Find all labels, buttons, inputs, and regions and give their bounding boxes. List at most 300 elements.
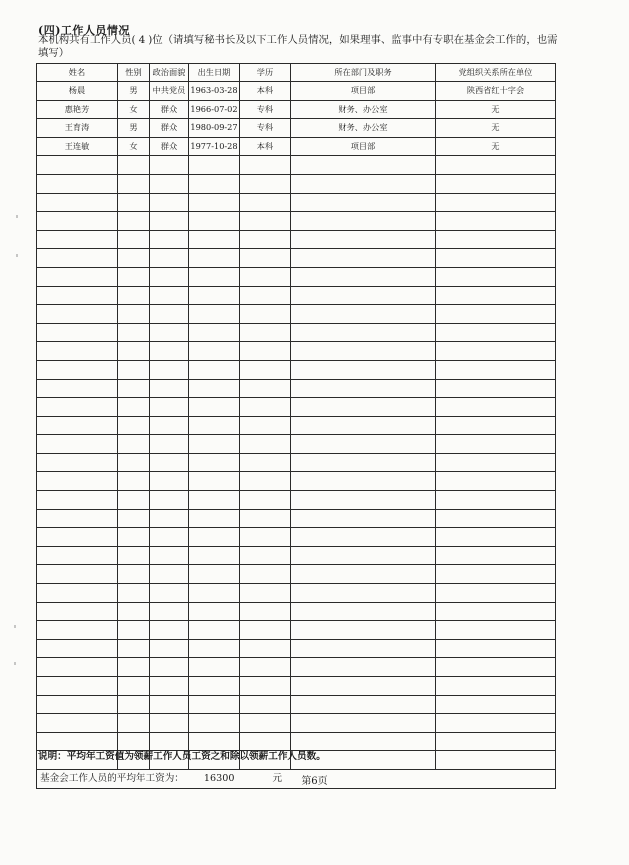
cell-education	[240, 360, 291, 379]
cell-political-status	[150, 639, 189, 658]
cell-name	[37, 230, 118, 249]
cell-name	[37, 212, 118, 231]
cell-name	[37, 491, 118, 510]
cell-department-position	[291, 360, 436, 379]
cell-gender	[118, 528, 150, 547]
cell-party-unit	[436, 658, 556, 677]
cell-department-position	[291, 621, 436, 640]
cell-birth-date	[189, 528, 240, 547]
cell-birth-date	[189, 602, 240, 621]
cell-party-unit	[436, 230, 556, 249]
table-row	[37, 416, 556, 435]
table-row	[37, 193, 556, 212]
cell-political-status	[150, 323, 189, 342]
cell-political-status	[150, 267, 189, 286]
cell-gender	[118, 193, 150, 212]
cell-education	[240, 565, 291, 584]
cell-party-unit	[436, 732, 556, 751]
table-row	[37, 82, 556, 101]
cell-party-unit	[436, 286, 556, 305]
cell-birth-date	[189, 360, 240, 379]
cell-party-unit	[436, 212, 556, 231]
cell-birth-date	[189, 695, 240, 714]
cell-name	[37, 602, 118, 621]
cell-party-unit	[436, 323, 556, 342]
table-row	[37, 249, 556, 268]
cell-party-unit	[436, 360, 556, 379]
cell-party-unit	[436, 602, 556, 621]
cell-political-status: 群众	[150, 119, 189, 138]
cell-birth-date	[189, 472, 240, 491]
intro-before: 本机构共有工作人员(	[38, 34, 136, 46]
scan-speck	[14, 625, 16, 628]
cell-gender	[118, 305, 150, 324]
intro-paragraph	[38, 34, 558, 60]
cell-birth-date: 1980-09-27	[189, 119, 240, 138]
section-title: (四)工作人员情况	[38, 24, 130, 37]
cell-education	[240, 435, 291, 454]
cell-department-position	[291, 714, 436, 733]
cell-name	[37, 379, 118, 398]
cell-political-status	[150, 305, 189, 324]
cell-gender	[118, 565, 150, 584]
cell-birth-date	[189, 435, 240, 454]
cell-party-unit	[436, 528, 556, 547]
cell-political-status	[150, 398, 189, 417]
cell-education	[240, 267, 291, 286]
cell-birth-date	[189, 323, 240, 342]
cell-department-position	[291, 342, 436, 361]
cell-education	[240, 453, 291, 472]
cell-birth-date	[189, 156, 240, 175]
cell-education: 专科	[240, 119, 291, 138]
cell-education	[240, 323, 291, 342]
cell-gender	[118, 472, 150, 491]
cell-education	[240, 621, 291, 640]
table-row	[37, 639, 556, 658]
cell-education	[240, 379, 291, 398]
table-row	[37, 360, 556, 379]
cell-political-status: 群众	[150, 100, 189, 119]
cell-political-status	[150, 714, 189, 733]
cell-gender	[118, 416, 150, 435]
cell-department-position	[291, 416, 436, 435]
cell-birth-date	[189, 416, 240, 435]
cell-birth-date	[189, 584, 240, 603]
table-row	[37, 119, 556, 138]
cell-gender	[118, 639, 150, 658]
scan-speck	[16, 254, 18, 257]
cell-name	[37, 584, 118, 603]
cell-political-status	[150, 416, 189, 435]
cell-birth-date: 1977-10-28	[189, 137, 240, 156]
cell-name	[37, 174, 118, 193]
cell-education	[240, 286, 291, 305]
cell-education	[240, 416, 291, 435]
table-row	[37, 565, 556, 584]
cell-party-unit	[436, 305, 556, 324]
cell-birth-date	[189, 249, 240, 268]
page-number: 第6页	[301, 776, 328, 787]
table-row	[37, 398, 556, 417]
cell-party-unit	[436, 379, 556, 398]
cell-party-unit	[436, 193, 556, 212]
cell-department-position	[291, 528, 436, 547]
cell-political-status	[150, 546, 189, 565]
staff-count: 4	[138, 34, 146, 46]
cell-party-unit	[436, 565, 556, 584]
cell-department-position	[291, 658, 436, 677]
cell-birth-date	[189, 193, 240, 212]
cell-birth-date	[189, 621, 240, 640]
table-row	[37, 305, 556, 324]
cell-education	[240, 230, 291, 249]
cell-gender: 女	[118, 137, 150, 156]
cell-party-unit	[436, 695, 556, 714]
cell-birth-date	[189, 509, 240, 528]
cell-birth-date	[189, 565, 240, 584]
cell-name	[37, 342, 118, 361]
cell-gender	[118, 435, 150, 454]
cell-education	[240, 528, 291, 547]
cell-political-status	[150, 360, 189, 379]
cell-gender: 男	[118, 119, 150, 138]
cell-political-status	[150, 342, 189, 361]
cell-department-position	[291, 267, 436, 286]
cell-department-position: 项目部	[291, 137, 436, 156]
cell-political-status	[150, 156, 189, 175]
cell-gender	[118, 602, 150, 621]
cell-political-status	[150, 602, 189, 621]
scan-speck	[16, 215, 18, 218]
table-row	[37, 174, 556, 193]
cell-birth-date	[189, 230, 240, 249]
cell-party-unit	[436, 491, 556, 510]
cell-department-position	[291, 212, 436, 231]
cell-education	[240, 584, 291, 603]
cell-department-position	[291, 509, 436, 528]
cell-gender	[118, 621, 150, 640]
cell-party-unit: 陕西省红十字会	[436, 82, 556, 101]
table-row	[37, 323, 556, 342]
cell-party-unit	[436, 453, 556, 472]
cell-name	[37, 156, 118, 175]
table-row	[37, 453, 556, 472]
table-row	[37, 286, 556, 305]
cell-education	[240, 602, 291, 621]
cell-party-unit	[436, 751, 556, 770]
table-row	[37, 100, 556, 119]
cell-party-unit	[436, 584, 556, 603]
cell-department-position	[291, 323, 436, 342]
cell-education	[240, 193, 291, 212]
cell-education	[240, 491, 291, 510]
cell-education: 本科	[240, 137, 291, 156]
cell-party-unit	[436, 639, 556, 658]
cell-gender	[118, 342, 150, 361]
cell-education	[240, 677, 291, 696]
cell-gender	[118, 267, 150, 286]
cell-birth-date	[189, 546, 240, 565]
salary-amount: 16300	[203, 773, 235, 785]
cell-political-status: 中共党员	[150, 82, 189, 101]
cell-political-status	[150, 677, 189, 696]
cell-department-position	[291, 249, 436, 268]
cell-political-status	[150, 286, 189, 305]
cell-political-status	[150, 509, 189, 528]
cell-name: 王育涛	[37, 119, 118, 138]
cell-gender	[118, 249, 150, 268]
header-department-position: 所在部门及职务	[291, 64, 436, 82]
cell-birth-date	[189, 714, 240, 733]
cell-political-status	[150, 491, 189, 510]
table-row	[37, 435, 556, 454]
cell-name	[37, 286, 118, 305]
cell-political-status	[150, 621, 189, 640]
table-row	[37, 714, 556, 733]
cell-birth-date	[189, 453, 240, 472]
table-row	[37, 212, 556, 231]
cell-birth-date	[189, 379, 240, 398]
cell-political-status	[150, 528, 189, 547]
cell-name	[37, 360, 118, 379]
cell-department-position	[291, 193, 436, 212]
cell-party-unit	[436, 546, 556, 565]
intro-after: )位（请填写秘书长及以下工作人员情况，如果理事、监事中有专职在基金会工作的，也需填写）	[38, 34, 558, 59]
cell-department-position	[291, 695, 436, 714]
cell-party-unit	[436, 342, 556, 361]
cell-birth-date	[189, 212, 240, 231]
cell-name	[37, 249, 118, 268]
cell-department-position	[291, 305, 436, 324]
table-row	[37, 491, 556, 510]
table-row	[37, 621, 556, 640]
cell-political-status	[150, 584, 189, 603]
cell-party-unit: 无	[436, 137, 556, 156]
table-row	[37, 509, 556, 528]
cell-education: 本科	[240, 82, 291, 101]
cell-department-position: 项目部	[291, 82, 436, 101]
cell-birth-date	[189, 267, 240, 286]
cell-gender	[118, 491, 150, 510]
header-education: 学历	[240, 64, 291, 82]
cell-education	[240, 305, 291, 324]
cell-name	[37, 305, 118, 324]
cell-gender: 男	[118, 82, 150, 101]
cell-name: 杨晨	[37, 82, 118, 101]
cell-department-position	[291, 453, 436, 472]
cell-name	[37, 714, 118, 733]
cell-education	[240, 342, 291, 361]
cell-gender	[118, 509, 150, 528]
table-row	[37, 546, 556, 565]
salary-label: 基金会工作人员的平均年工资为：	[40, 773, 184, 785]
cell-name	[37, 435, 118, 454]
cell-name	[37, 398, 118, 417]
cell-department-position: 财务、办公室	[291, 100, 436, 119]
cell-party-unit: 无	[436, 119, 556, 138]
cell-party-unit	[436, 249, 556, 268]
cell-birth-date	[189, 174, 240, 193]
cell-name	[37, 621, 118, 640]
cell-name: 王连敏	[37, 137, 118, 156]
cell-department-position: 财务、办公室	[291, 119, 436, 138]
table-row	[37, 342, 556, 361]
cell-department-position	[291, 546, 436, 565]
header-gender: 性别	[118, 64, 150, 82]
table-row	[37, 602, 556, 621]
cell-party-unit	[436, 677, 556, 696]
cell-birth-date	[189, 639, 240, 658]
cell-gender	[118, 286, 150, 305]
cell-gender	[118, 453, 150, 472]
cell-political-status	[150, 658, 189, 677]
cell-political-status	[150, 230, 189, 249]
table-row	[37, 658, 556, 677]
cell-name	[37, 509, 118, 528]
table-row	[37, 137, 556, 156]
cell-birth-date	[189, 286, 240, 305]
table-header-row	[37, 64, 556, 82]
scan-speck	[14, 662, 16, 665]
cell-party-unit	[436, 714, 556, 733]
cell-political-status	[150, 249, 189, 268]
cell-name	[37, 267, 118, 286]
cell-gender	[118, 379, 150, 398]
header-name: 姓名	[37, 64, 118, 82]
cell-department-position	[291, 565, 436, 584]
table-row	[37, 472, 556, 491]
cell-department-position	[291, 491, 436, 510]
cell-political-status	[150, 174, 189, 193]
cell-department-position	[291, 156, 436, 175]
cell-political-status	[150, 193, 189, 212]
cell-gender	[118, 230, 150, 249]
cell-political-status	[150, 379, 189, 398]
cell-education	[240, 156, 291, 175]
cell-birth-date: 1963-03-28	[189, 82, 240, 101]
explanation-note: 说明：平均年工资值为领薪工作人员工资之和除以领薪工作人员数。	[38, 751, 326, 762]
header-party-unit: 党组织关系所在单位	[436, 64, 556, 82]
cell-gender: 女	[118, 100, 150, 119]
cell-gender	[118, 323, 150, 342]
cell-department-position	[291, 677, 436, 696]
cell-gender	[118, 658, 150, 677]
cell-political-status	[150, 695, 189, 714]
table-row	[37, 584, 556, 603]
staff-table	[36, 63, 556, 789]
cell-department-position	[291, 230, 436, 249]
cell-political-status	[150, 453, 189, 472]
cell-political-status	[150, 472, 189, 491]
cell-gender	[118, 156, 150, 175]
cell-education: 专科	[240, 100, 291, 119]
cell-name	[37, 658, 118, 677]
cell-department-position	[291, 602, 436, 621]
cell-political-status: 群众	[150, 137, 189, 156]
cell-education	[240, 639, 291, 658]
cell-department-position	[291, 472, 436, 491]
cell-gender	[118, 174, 150, 193]
cell-party-unit	[436, 156, 556, 175]
cell-education	[240, 509, 291, 528]
table-row	[37, 230, 556, 249]
cell-education	[240, 695, 291, 714]
cell-political-status	[150, 212, 189, 231]
cell-department-position	[291, 379, 436, 398]
cell-name	[37, 695, 118, 714]
cell-political-status	[150, 565, 189, 584]
table-row	[37, 379, 556, 398]
cell-name	[37, 546, 118, 565]
cell-gender	[118, 695, 150, 714]
cell-party-unit	[436, 509, 556, 528]
cell-name: 惠艳芳	[37, 100, 118, 119]
cell-department-position	[291, 584, 436, 603]
cell-gender	[118, 714, 150, 733]
cell-department-position	[291, 639, 436, 658]
cell-party-unit	[436, 174, 556, 193]
cell-party-unit	[436, 472, 556, 491]
cell-party-unit	[436, 267, 556, 286]
staff-table-body	[37, 64, 556, 770]
cell-department-position	[291, 398, 436, 417]
cell-gender	[118, 546, 150, 565]
table-row	[37, 695, 556, 714]
cell-name	[37, 639, 118, 658]
cell-education	[240, 249, 291, 268]
cell-name	[37, 323, 118, 342]
cell-party-unit: 无	[436, 100, 556, 119]
cell-education	[240, 398, 291, 417]
cell-education	[240, 546, 291, 565]
cell-education	[240, 212, 291, 231]
cell-party-unit	[436, 398, 556, 417]
cell-party-unit	[436, 621, 556, 640]
cell-birth-date	[189, 398, 240, 417]
cell-birth-date	[189, 677, 240, 696]
cell-birth-date	[189, 342, 240, 361]
cell-birth-date	[189, 491, 240, 510]
table-row	[37, 156, 556, 175]
cell-name	[37, 416, 118, 435]
cell-department-position	[291, 174, 436, 193]
header-political-status: 政治面貌	[150, 64, 189, 82]
header-birth-date: 出生日期	[189, 64, 240, 82]
cell-name	[37, 528, 118, 547]
cell-gender	[118, 212, 150, 231]
cell-name	[37, 565, 118, 584]
salary-unit: 元	[272, 773, 283, 785]
cell-gender	[118, 360, 150, 379]
cell-name	[37, 677, 118, 696]
cell-gender	[118, 677, 150, 696]
cell-birth-date	[189, 305, 240, 324]
cell-education	[240, 472, 291, 491]
cell-birth-date: 1966-07-02	[189, 100, 240, 119]
cell-party-unit	[436, 416, 556, 435]
table-row	[37, 677, 556, 696]
cell-political-status	[150, 435, 189, 454]
cell-party-unit	[436, 435, 556, 454]
cell-gender	[118, 584, 150, 603]
cell-name	[37, 453, 118, 472]
cell-education	[240, 174, 291, 193]
table-row	[37, 528, 556, 547]
cell-department-position	[291, 435, 436, 454]
cell-birth-date	[189, 658, 240, 677]
cell-department-position	[291, 286, 436, 305]
